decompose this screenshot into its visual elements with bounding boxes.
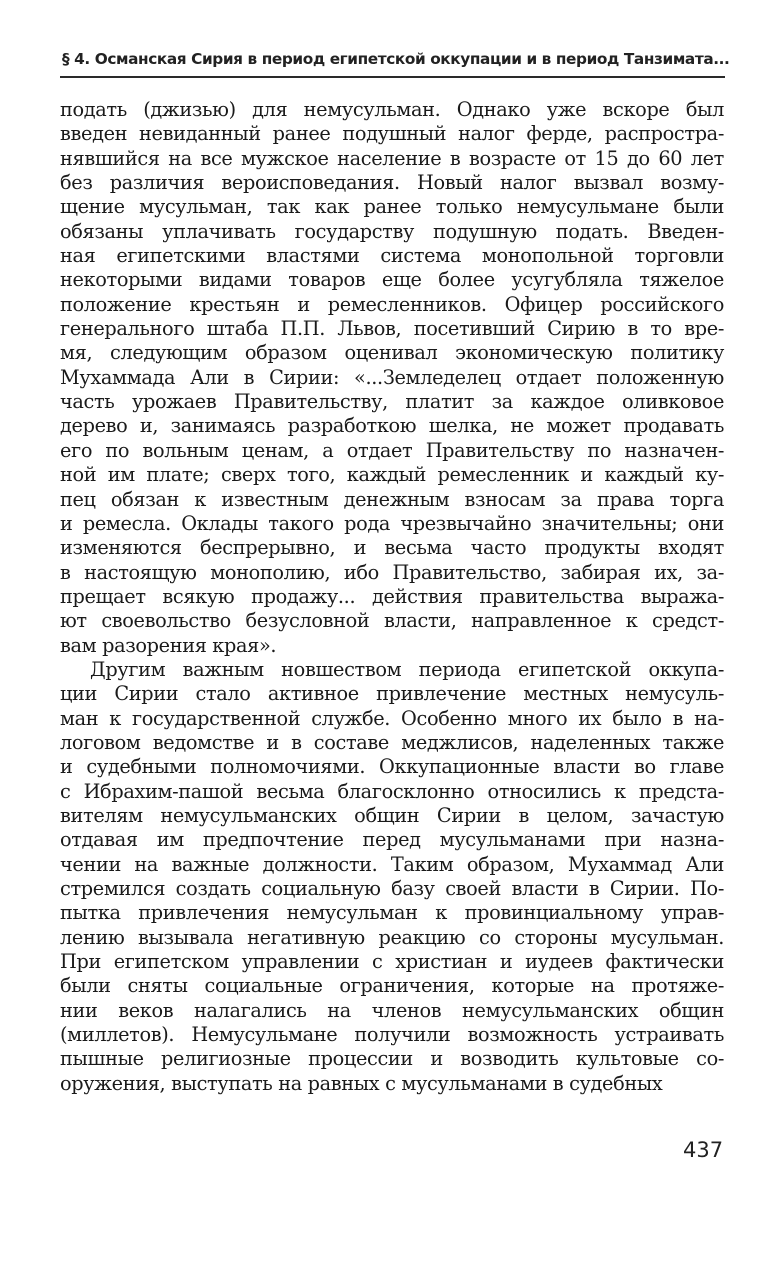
text-line: в настоящую монополию, ибо Правительство, забирая их, за- — [60, 560, 724, 584]
text-line: пышные религиозные процессии и возводить культовые со- — [60, 1047, 724, 1071]
text-line: ман к государственной службе. Особенно много их было в на- — [60, 706, 724, 730]
text-line: пытка привлечения немусульман к провинциальному управ- — [60, 901, 724, 925]
text-line: вам разорения края». — [60, 633, 277, 657]
text-line: дерево и, занимаясь разработкою шелка, не может продавать — [60, 414, 724, 438]
paragraph — [60, 658, 724, 1096]
text-line: нии веков налагались на членов немусульманских общин — [60, 998, 724, 1022]
header-divider — [60, 76, 725, 78]
running-header: § 4. Османская Сирия в период египетской оккупации и в период Танзимата... — [62, 50, 730, 68]
text-line: ции Сирии стало активное привлечение местных немусуль- — [60, 682, 724, 706]
text-line: стремился создать социальную базу своей власти в Сирии. По- — [60, 877, 724, 900]
text-line: введен невиданный ранее подушный налог ферде, распростра- — [60, 122, 724, 146]
text-line: (миллетов). Немусульмане получили возможность устраивать — [60, 1023, 724, 1047]
text-line: мя, следующим образом оценивал экономическую политику — [60, 341, 724, 365]
text-line: и судебными полномочиями. Оккупационные власти во главе — [60, 755, 724, 779]
text-line: отдавая им предпочтение перед мусульманами при назна- — [60, 828, 724, 852]
page-number: 437 — [683, 1138, 724, 1162]
text-line: щение мусульман, так как ранее только немусульмане были — [60, 195, 724, 219]
text-line: ют своевольство безусловной власти, направленное к средст- — [60, 609, 724, 633]
text-line: ная египетскими властями система монопольной торговли — [60, 244, 724, 268]
text-line: лению вызывала негативную реакцию со стороны мусульман. — [60, 925, 724, 949]
text-line: его по вольным ценам, а отдает Правительству по назначен- — [60, 438, 724, 462]
text-line: обязаны уплачивать государству подушную подать. Введен- — [60, 219, 724, 243]
text-line: чении на важные должности. Таким образом, Мухаммад Али — [60, 852, 724, 876]
text-line: часть урожаев Правительству, платит за каждое оливковое — [60, 390, 724, 414]
text-line: изменяются беспрерывно, и весьма часто продукты входят — [60, 536, 724, 560]
text-line: При египетском управлении с христиан и иудеев фактически — [60, 950, 724, 974]
text-line: некоторыми видами товаров еще более усугубляла тяжелое — [60, 268, 724, 292]
text-line: нявшийся на все мужское население в возрасте от 15 до 60 лет — [60, 146, 724, 170]
text-line: оружения, выступать на равных с мусульманами в судебных — [60, 1071, 663, 1095]
text-line: прещает всякую продажу... действия правительства выража- — [60, 584, 724, 608]
text-line: были сняты социальные ограничения, которые на протяже- — [60, 974, 724, 998]
text-line: ной им плате; сверх того, каждый ремесленник и каждый ку- — [60, 463, 724, 487]
text-line: логовом ведомстве и в составе меджлисов, наделенных также — [60, 730, 724, 754]
body-text — [60, 98, 724, 1096]
text-line: пец обязан к известным денежным взносам за права торга — [60, 487, 724, 511]
text-line: генерального штаба П.П. Львов, посетивший Сирию в то вре- — [60, 317, 724, 341]
text-line: вителям немусульманских общин Сирии в целом, зачастую — [60, 803, 724, 827]
text-line: без различия вероисповедания. Новый налог вызвал возму- — [60, 171, 724, 195]
paragraph — [60, 98, 724, 658]
text-line: с Ибрахим-пашой весьма благосклонно относились к предста- — [60, 779, 724, 803]
text-line: и ремесла. Оклады такого рода чрезвычайно значительны; они — [60, 511, 724, 535]
text-line: Мухаммада Али в Сирии: «...Земледелец отдает положенную — [60, 365, 724, 389]
text-line: Другим важным новшеством периода египетской оккупа- — [90, 657, 724, 681]
text-line: подать (джизью) для немусульман. Однако уже вскоре был — [60, 98, 724, 121]
text-line: положение крестьян и ремесленников. Офицер российского — [60, 292, 724, 316]
